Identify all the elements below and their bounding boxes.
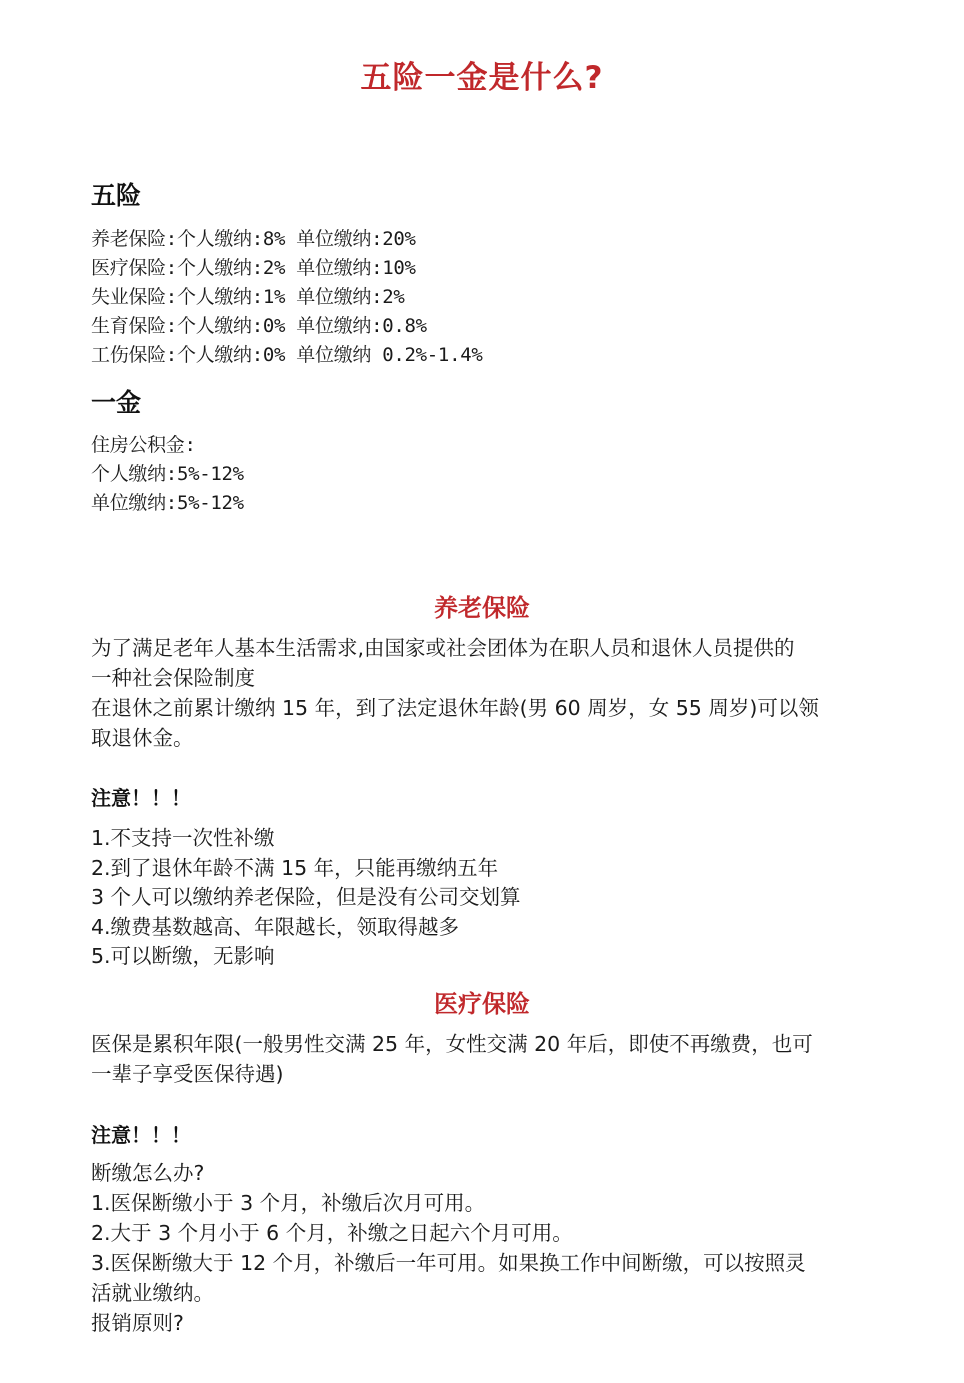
fund-item-personal: 个人缴纳:5%-12%: [91, 463, 244, 485]
list-item: 断缴怎么办?: [91, 1161, 205, 1185]
one-fund-heading: 一金: [91, 388, 142, 417]
medical-desc-line: 医保是累积年限(一般男性交满 25 年，女性交满 20 年后，即使不再缴费，也可: [91, 1032, 813, 1056]
fund-item-employer: 单位缴纳:5%-12%: [91, 492, 244, 514]
list-item: 报销原则?: [91, 1311, 184, 1335]
list-item: 2.到了退休年龄不满 15 年，只能再缴纳五年: [91, 855, 499, 880]
list-item: 1.不支持一次性补缴: [91, 826, 275, 850]
medical-section-title: 医疗保险: [434, 990, 530, 1018]
medical-desc-line: 一辈子享受医保待遇): [91, 1062, 284, 1086]
list-item: 4.缴费基数越高、年限越长，领取得越多: [91, 914, 460, 939]
pension-desc-line: 为了满足老年人基本生活需求,由国家或社会团体为在职人员和退休人员提供的: [91, 636, 795, 660]
five-item-pension: 养老保险:个人缴纳:8% 单位缴纳:20%: [91, 228, 416, 250]
page-title: 五险一金是什么?: [360, 60, 604, 96]
pension-note-heading: 注意！！！: [91, 786, 191, 810]
pension-notes-list: [91, 824, 891, 972]
list-item: 活就业缴纳。: [91, 1281, 214, 1305]
medical-description: [91, 1029, 891, 1089]
five-item-maternity: 生育保险:个人缴纳:0% 单位缴纳:0.8%: [91, 315, 427, 337]
list-item: 3 个人可以缴纳养老保险，但是没有公司交划算: [91, 885, 521, 909]
pension-description: [91, 633, 891, 753]
pension-desc-line: 在退休之前累计缴纳 15 年，到了法定退休年龄(男 60 周岁，女 55 周岁)可以领: [91, 696, 819, 720]
five-item-medical: 医疗保险:个人缴纳:2% 单位缴纳:10%: [91, 257, 416, 279]
medical-notes-list: [91, 1158, 891, 1338]
list-item: 2.大于 3 个月小于 6 个月，补缴之日起六个月可用。: [91, 1221, 573, 1245]
pension-desc-line: 取退休金。: [91, 726, 194, 750]
pension-section-title: 养老保险: [434, 594, 530, 622]
five-insurances-heading: 五险: [91, 181, 142, 210]
fund-item-name: 住房公积金:: [91, 434, 196, 456]
list-item: 1.医保断缴小于 3 个月，补缴后次月可用。: [91, 1191, 486, 1215]
list-item: 3.医保断缴大于 12 个月，补缴后一年可用。如果换工作中间断缴，可以按照灵: [91, 1251, 806, 1275]
list-item: 5.可以断缴，无影响: [91, 944, 275, 968]
five-item-unemployment: 失业保险:个人缴纳:1% 单位缴纳:2%: [91, 286, 405, 308]
five-item-injury: 工伤保险:个人缴纳:0% 单位缴纳 0.2%-1.4%: [91, 344, 483, 366]
pension-desc-line: 一种社会保险制度: [91, 666, 255, 690]
medical-note-heading: 注意！！！: [91, 1123, 191, 1147]
